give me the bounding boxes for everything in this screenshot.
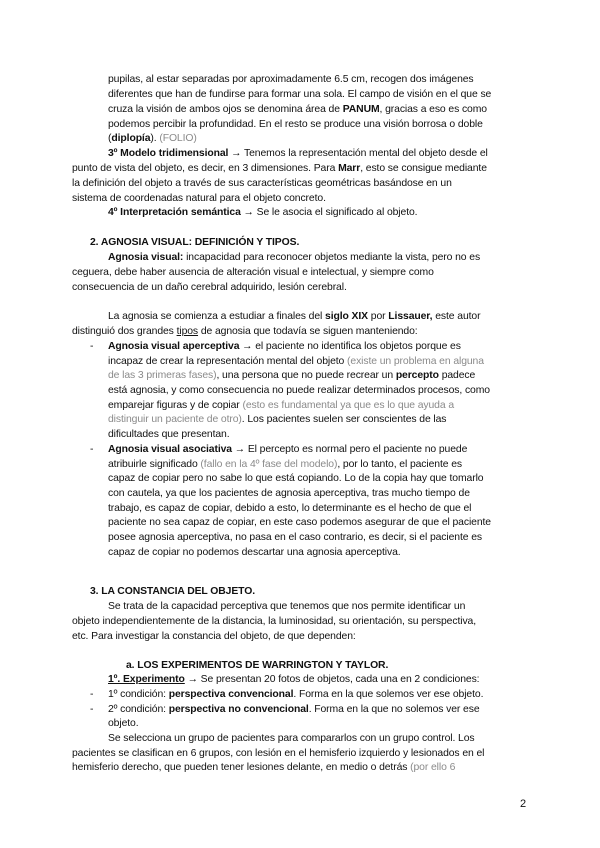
- body-line: La agnosia se comienza a estudiar a finales del siglo XIX por Lissauer, este autor: [108, 311, 481, 322]
- body-line: dificultades que presentan.: [108, 429, 230, 440]
- body-line: distinguir un paciente de otro). Los pacientes suelen ser conscientes de las: [108, 414, 447, 425]
- body-line: de las 3 primeras fases), una persona que no puede recrear un percepto padece: [108, 370, 476, 381]
- body-line: objeto.: [108, 718, 139, 729]
- asociativa-title: Agnosia visual asociativa: [108, 444, 232, 455]
- list-bullet: -: [90, 444, 94, 455]
- list-bullet: -: [90, 341, 94, 352]
- marr-term: Marr: [338, 163, 361, 174]
- body-line: paciente no sea capaz de copiar, en este caso podemos asegurar de que el paciente: [108, 517, 491, 528]
- body-line: la definición del objeto a través de sus características geométricas basándose en un: [72, 178, 452, 189]
- body-line: consecuencia de un daño cerebral adquirido, lesión cerebral.: [72, 282, 347, 293]
- body-line: podemos percibir la profundidad. En el resto se produce una visión borrosa o doble: [108, 119, 483, 130]
- body-line: capaz de copiar pero no sabe lo que está copiando. Lo de la copia hay que tomarlo: [108, 473, 484, 484]
- body-line: atribuirle significado (fallo en la 4º fase del modelo), por lo tanto, el paciente es: [108, 459, 462, 470]
- list-item: 1º condición: perspectiva convencional. Forma en la que solemos ver ese objeto.: [108, 689, 484, 700]
- list-item: 2º condición: perspectiva no convencional. Forma en la que no solemos ver ese: [108, 704, 480, 715]
- agnosia-definition-label: Agnosia visual:: [108, 252, 184, 263]
- body-line: emparejar figuras y de copiar (esto es fundamental ya que es lo que ayuda a: [108, 400, 454, 411]
- model3-line: 3º Modelo tridimensional → Tenemos la representación mental del objeto desde el: [108, 148, 488, 159]
- body-line: Se selecciona un grupo de pacientes para compararlos con un grupo control. Los: [108, 733, 475, 744]
- folio-note: (FOLIO): [159, 133, 197, 144]
- body-line: (diplopía). (FOLIO): [108, 133, 197, 144]
- body-line: etc. Para investigar la constancia del objeto, de que dependen:: [72, 631, 356, 642]
- body-line: con cautela, ya que los pacientes de agnosia aperceptiva, tras mucho tiempo de: [108, 488, 470, 499]
- list-item: Agnosia visual aperceptiva → el paciente no identifica los objetos porque es: [108, 341, 461, 352]
- tipos-term: tipos: [176, 326, 199, 337]
- body-line: incapaz de crear la representación mental del objeto (existe un problema en alguna: [108, 356, 484, 367]
- list-bullet: -: [90, 689, 94, 700]
- list-bullet: -: [90, 704, 94, 715]
- body-line: Agnosia visual: incapacidad para reconocer objetos mediante la vista, pero no es: [108, 252, 481, 263]
- model3-title: 3º Modelo tridimensional: [108, 148, 229, 159]
- page-number: 2: [520, 798, 527, 810]
- body-line: sistema de coordenadas natural para el objeto concreto.: [72, 193, 326, 204]
- diplopia-term: diplopía: [111, 133, 151, 144]
- model4-title: 4º Interpretación semántica: [108, 207, 241, 218]
- body-line: pacientes se clasifican en 6 grupos, con lesión en el hemisferio izquierdo y lesionados en el: [72, 748, 485, 759]
- body-line: objeto independientemente de la distancia, la luminosidad, su orientación, su perspectiva,: [72, 616, 477, 627]
- body-line: hemisferio derecho, que pueden tener lesiones delante, en medio o detrás (por ello 6: [72, 762, 456, 773]
- body-line: está agnosia, y como consecuencia no puede realizar determinados procesos, como: [108, 385, 490, 396]
- section-3-heading: 3. LA CONSTANCIA DEL OBJETO.: [90, 586, 256, 597]
- body-line: trabajo, es capaz de copiar, debido a esto, lo determinante es el hecho de que el: [108, 503, 472, 514]
- experiment-1-label: 1º. Experimento: [108, 674, 185, 685]
- panum-term: PANUM: [342, 104, 380, 115]
- body-line: capaz de copiar no podemos descartar una agnosia aperceptiva.: [108, 547, 401, 558]
- body-line: distinguió dos grandes tipos de agnosia que todavía se siguen manteniendo:: [72, 326, 418, 337]
- body-line: pupilas, al estar separadas por aproximadamente 6.5 cm, recogen dos imágenes: [108, 74, 474, 85]
- body-line: cruza la visión de ambos ojos se denomina área de PANUM, gracias a eso es como: [108, 104, 487, 115]
- body-line: Se trata de la capacidad perceptiva que tenemos que nos permite identificar un: [108, 601, 466, 612]
- body-line: diferentes que han de fundirse para formar una sola. El campo de visión en el que se: [108, 89, 492, 100]
- subsection-a-heading: a. LOS EXPERIMENTOS DE WARRINGTON Y TAYLOR.: [126, 660, 389, 671]
- list-item: Agnosia visual asociativa → El percepto es normal pero el paciente no puede: [108, 444, 468, 455]
- body-line: posee agnosia aperceptiva, no pasa en el caso contrario, es decir, si el paciente es: [108, 532, 482, 543]
- body-line: punto de vista del objeto, es decir, en 3 dimensiones. Para Marr, esto se consigue mediante: [72, 163, 487, 174]
- model4-line: 4º Interpretación semántica → Se le asocia el significado al objeto.: [108, 207, 418, 218]
- section-2-heading: 2. AGNOSIA VISUAL: DEFINICIÓN Y TIPOS.: [90, 237, 300, 248]
- experiment-line: 1º. Experimento → Se presentan 20 fotos de objetos, cada una en 2 condiciones:: [108, 674, 480, 685]
- body-line: ceguera, debe haber ausencia de alteración visual e intelectual, y siempre como: [72, 267, 434, 278]
- aperceptiva-title: Agnosia visual aperceptiva: [108, 341, 240, 352]
